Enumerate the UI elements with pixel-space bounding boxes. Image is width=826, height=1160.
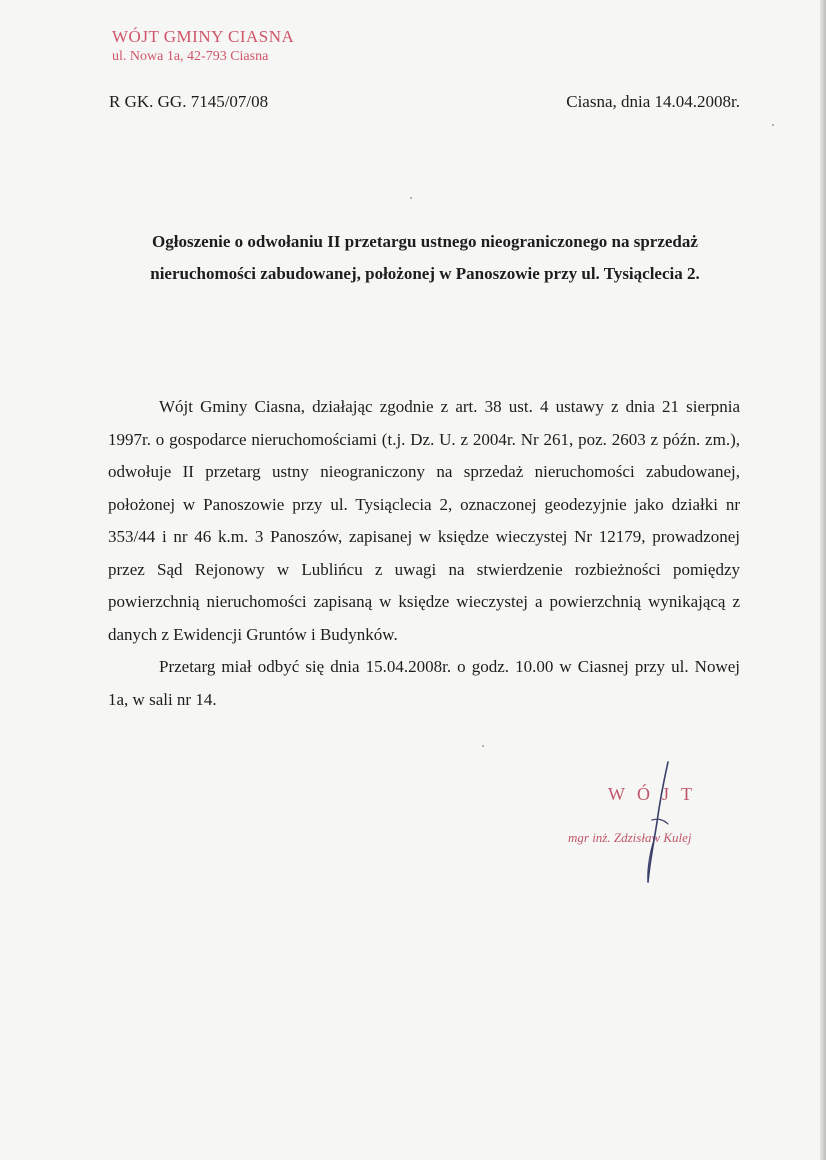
body-paragraph-1: Wójt Gminy Ciasna, działając zgodnie z art. 38 ust. 4 ustawy z dnia 21 sierpnia 1997r. o gospodarce nieruchomościami (t.j. Dz. U. z 2004r. Nr 261, poz. 2603 z późn. zm.), odwołuje II przetarg ustny nieograniczony na sprzedaż nieruchomości zabudowanej, położonej w Panoszowie przy ul. Tysiąclecia 2, oznaczonej geodezyjnie jako działki nr 353/44 i nr 46 k.m. 3 Panoszów, zapisanej w księdze wieczystej Nr 12179, prowadzonej przez Sąd Rejonowy w Lublińcu z uwagi na stwierdzenie rozbieżności pomiędzy powierzchnią nieruchomości zapisaną w księdze wieczystej a powierzchnią wynikającą z danych z Ewidencji Gruntów i Budynków. <box>108 397 740 644</box>
handwritten-signature <box>630 760 690 885</box>
stamp-office-address: ul. Nowa 1a, 42-793 Ciasna <box>112 49 269 64</box>
scan-speck <box>772 124 774 126</box>
document-title: Ogłoszenie o odwołaniu II przetargu ustnego nieograniczonego na sprzedaż nieruchomości zabudowanej, położonej w Panoszowie przy ul. Tysiąclecia 2. <box>150 232 700 283</box>
office-stamp <box>112 28 294 64</box>
scan-edge-shadow <box>820 0 826 1160</box>
body-paragraph-2: Przetarg miał odbyć się dnia 15.04.2008r. o godz. 10.00 w Ciasnej przy ul. Nowej 1a, w sali nr 14. <box>108 657 740 709</box>
stamp-office-name: WÓJT GMINY CIASNA <box>112 27 295 46</box>
signature-name: mgr inż. Zdzisław Kulej <box>568 830 692 845</box>
scan-speck <box>482 745 484 747</box>
reference-number: R GK. GG. 7145/07/08 <box>109 92 269 111</box>
place-and-date: Ciasna, dnia 14.04.2008r. <box>566 92 740 111</box>
scan-speck <box>410 197 412 199</box>
signature-title: WÓJT <box>608 784 704 804</box>
document-body <box>108 391 740 716</box>
signature-stamp <box>560 760 760 890</box>
